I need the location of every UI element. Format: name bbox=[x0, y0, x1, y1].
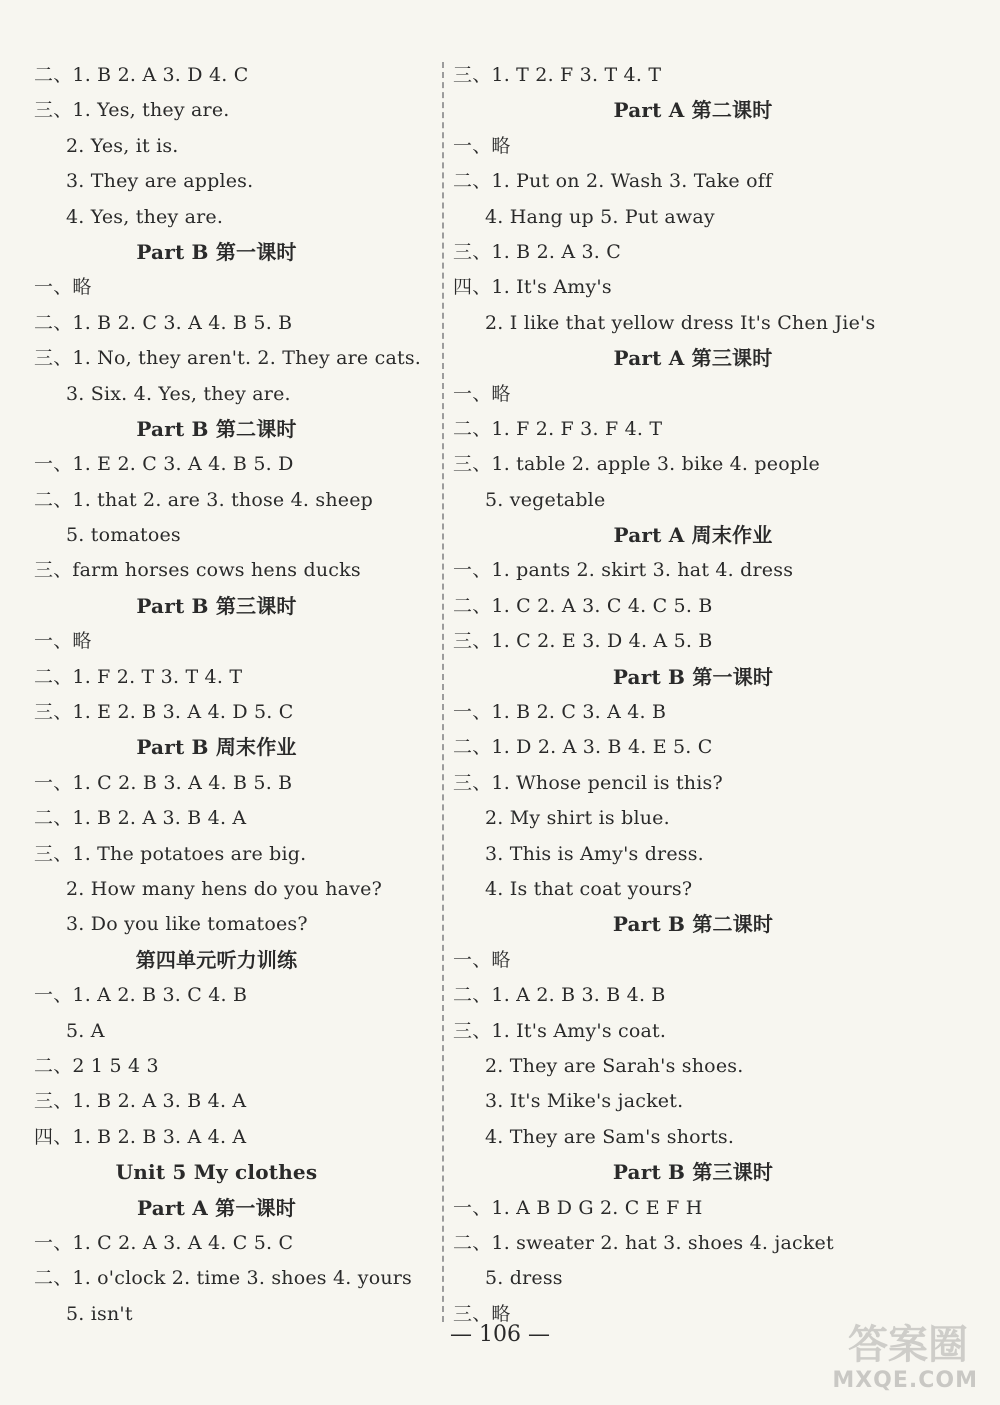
answer-line: 3. Six. 4. Yes, they are. bbox=[66, 382, 291, 405]
section-heading: Part B 第一课时 bbox=[136, 239, 297, 264]
answer-line: 2. How many hens do you have? bbox=[66, 877, 382, 900]
section-heading: Part B 第二课时 bbox=[612, 912, 774, 937]
section-heading: Part B 第一课时 bbox=[612, 664, 774, 689]
answer-line: 5. dress bbox=[485, 1267, 563, 1290]
section-heading: Part A 第一课时 bbox=[137, 1195, 296, 1220]
answer-line: 3. They are apples. bbox=[66, 170, 254, 193]
answer-line: 三、farm horses cows hens ducks bbox=[34, 559, 361, 582]
answer-line: 2. My shirt is blue. bbox=[485, 807, 670, 830]
answer-line: 3. Do you like tomatoes? bbox=[66, 913, 308, 936]
answer-line: 二、1. F 2. F 3. F 4. T bbox=[453, 417, 663, 440]
answer-line: 一、略 bbox=[453, 948, 511, 971]
answer-line: 二、1. C 2. A 3. C 4. C 5. B bbox=[453, 594, 713, 617]
answer-line: 一、1. B 2. C 3. A 4. B bbox=[453, 701, 667, 724]
answer-line: 4. Yes, they are. bbox=[66, 205, 224, 228]
answer-line: 三、1. Whose pencil is this? bbox=[453, 771, 723, 794]
answer-line: 三、1. Yes, they are. bbox=[34, 99, 230, 122]
right-column bbox=[453, 58, 973, 1332]
answer-line: 二、1. F 2. T 3. T 4. T bbox=[34, 665, 243, 688]
answer-line: 二、1. that 2. are 3. those 4. sheep bbox=[34, 488, 374, 511]
answer-line: 三、略 bbox=[453, 1302, 511, 1325]
answer-line: 三、1. No, they aren't. 2. They are cats. bbox=[34, 347, 422, 370]
watermark-logo: 答案圈 bbox=[848, 1322, 968, 1368]
answer-line: 一、1. A B D G 2. C E F H bbox=[453, 1196, 703, 1219]
answer-line: 一、略 bbox=[453, 134, 511, 157]
left-column bbox=[34, 58, 434, 1332]
answer-line: 二、1. B 2. A 3. D 4. C bbox=[34, 64, 249, 86]
answer-line: 三、1. table 2. apple 3. bike 4. people bbox=[453, 453, 820, 476]
section-heading: Part B 第三课时 bbox=[612, 1160, 774, 1185]
answer-line: 二、1. sweater 2. hat 3. shoes 4. jacket bbox=[453, 1231, 834, 1254]
answer-line: 四、1. B 2. B 3. A 4. A bbox=[34, 1125, 247, 1148]
answer-line: 二、1. B 2. A 3. B 4. A bbox=[34, 807, 247, 830]
answer-line: 三、1. B 2. A 3. B 4. A bbox=[34, 1090, 247, 1113]
column-divider bbox=[442, 62, 444, 1322]
answer-line: 4. Is that coat yours? bbox=[485, 877, 693, 900]
answer-line: 一、1. C 2. B 3. A 4. B 5. B bbox=[34, 771, 293, 794]
answer-line: 三、1. It's Amy's coat. bbox=[453, 1019, 667, 1042]
watermark-site: MXQE.COM bbox=[832, 1368, 978, 1393]
answer-line: 三、1. T 2. F 3. T 4. T bbox=[453, 64, 662, 86]
answer-line: 2. They are Sarah's shoes. bbox=[485, 1054, 744, 1077]
section-heading: Part B 第三课时 bbox=[136, 593, 297, 618]
answer-line: 一、略 bbox=[34, 276, 92, 299]
answer-line: 四、1. It's Amy's bbox=[453, 276, 612, 299]
answer-line: 二、1. D 2. A 3. B 4. E 5. C bbox=[453, 736, 713, 759]
answer-line: 二、1. o'clock 2. time 3. shoes 4. yours bbox=[34, 1267, 412, 1290]
answer-line: 三、1. E 2. B 3. A 4. D 5. C bbox=[34, 701, 294, 724]
answer-line: 二、1. Put on 2. Wash 3. Take off bbox=[453, 170, 773, 193]
answer-line: 一、略 bbox=[34, 630, 92, 653]
answer-line: 一、略 bbox=[453, 382, 511, 405]
section-heading: Part B 第二课时 bbox=[136, 416, 297, 441]
section-heading: Unit 5 My clothes bbox=[115, 1160, 318, 1185]
answer-line: 3. It's Mike's jacket. bbox=[485, 1090, 684, 1113]
answer-line: 4. They are Sam's shorts. bbox=[485, 1125, 735, 1148]
answer-line: 4. Hang up 5. Put away bbox=[485, 205, 715, 228]
answer-line: 一、1. C 2. A 3. A 4. C 5. C bbox=[34, 1231, 294, 1254]
answer-line: 三、1. C 2. E 3. D 4. A 5. B bbox=[453, 630, 713, 653]
answer-line: 5. isn't bbox=[66, 1302, 133, 1325]
answer-line: 2. I like that yellow dress It's Chen Jie's bbox=[485, 311, 876, 334]
answer-line: 一、1. pants 2. skirt 3. hat 4. dress bbox=[453, 559, 794, 582]
answer-line: 一、1. A 2. B 3. C 4. B bbox=[34, 984, 248, 1007]
answer-line: 三、1. B 2. A 3. C bbox=[453, 240, 622, 263]
answer-line: 5. A bbox=[66, 1019, 105, 1042]
answer-line: 3. This is Amy's dress. bbox=[485, 842, 704, 865]
page-number: — 106 — bbox=[450, 1322, 550, 1347]
answer-line: 2. Yes, it is. bbox=[66, 134, 179, 157]
section-heading: Part A 第三课时 bbox=[613, 346, 773, 371]
section-heading: 第四单元听力训练 bbox=[135, 947, 298, 972]
section-heading: Part A 第二课时 bbox=[613, 98, 773, 123]
answer-line: 二、1. A 2. B 3. B 4. B bbox=[453, 984, 666, 1007]
answer-line: 二、1. B 2. C 3. A 4. B 5. B bbox=[34, 311, 293, 334]
section-heading: Part A 周末作业 bbox=[613, 523, 773, 548]
watermark bbox=[788, 1313, 978, 1393]
answer-line: 5. tomatoes bbox=[66, 524, 181, 547]
answer-line: 三、1. The potatoes are big. bbox=[34, 842, 307, 865]
answer-line: 一、1. E 2. C 3. A 4. B 5. D bbox=[34, 453, 294, 476]
section-heading: Part B 周末作业 bbox=[136, 735, 297, 760]
answer-line: 二、2 1 5 4 3 bbox=[34, 1054, 159, 1077]
answer-line: 5. vegetable bbox=[485, 488, 606, 511]
